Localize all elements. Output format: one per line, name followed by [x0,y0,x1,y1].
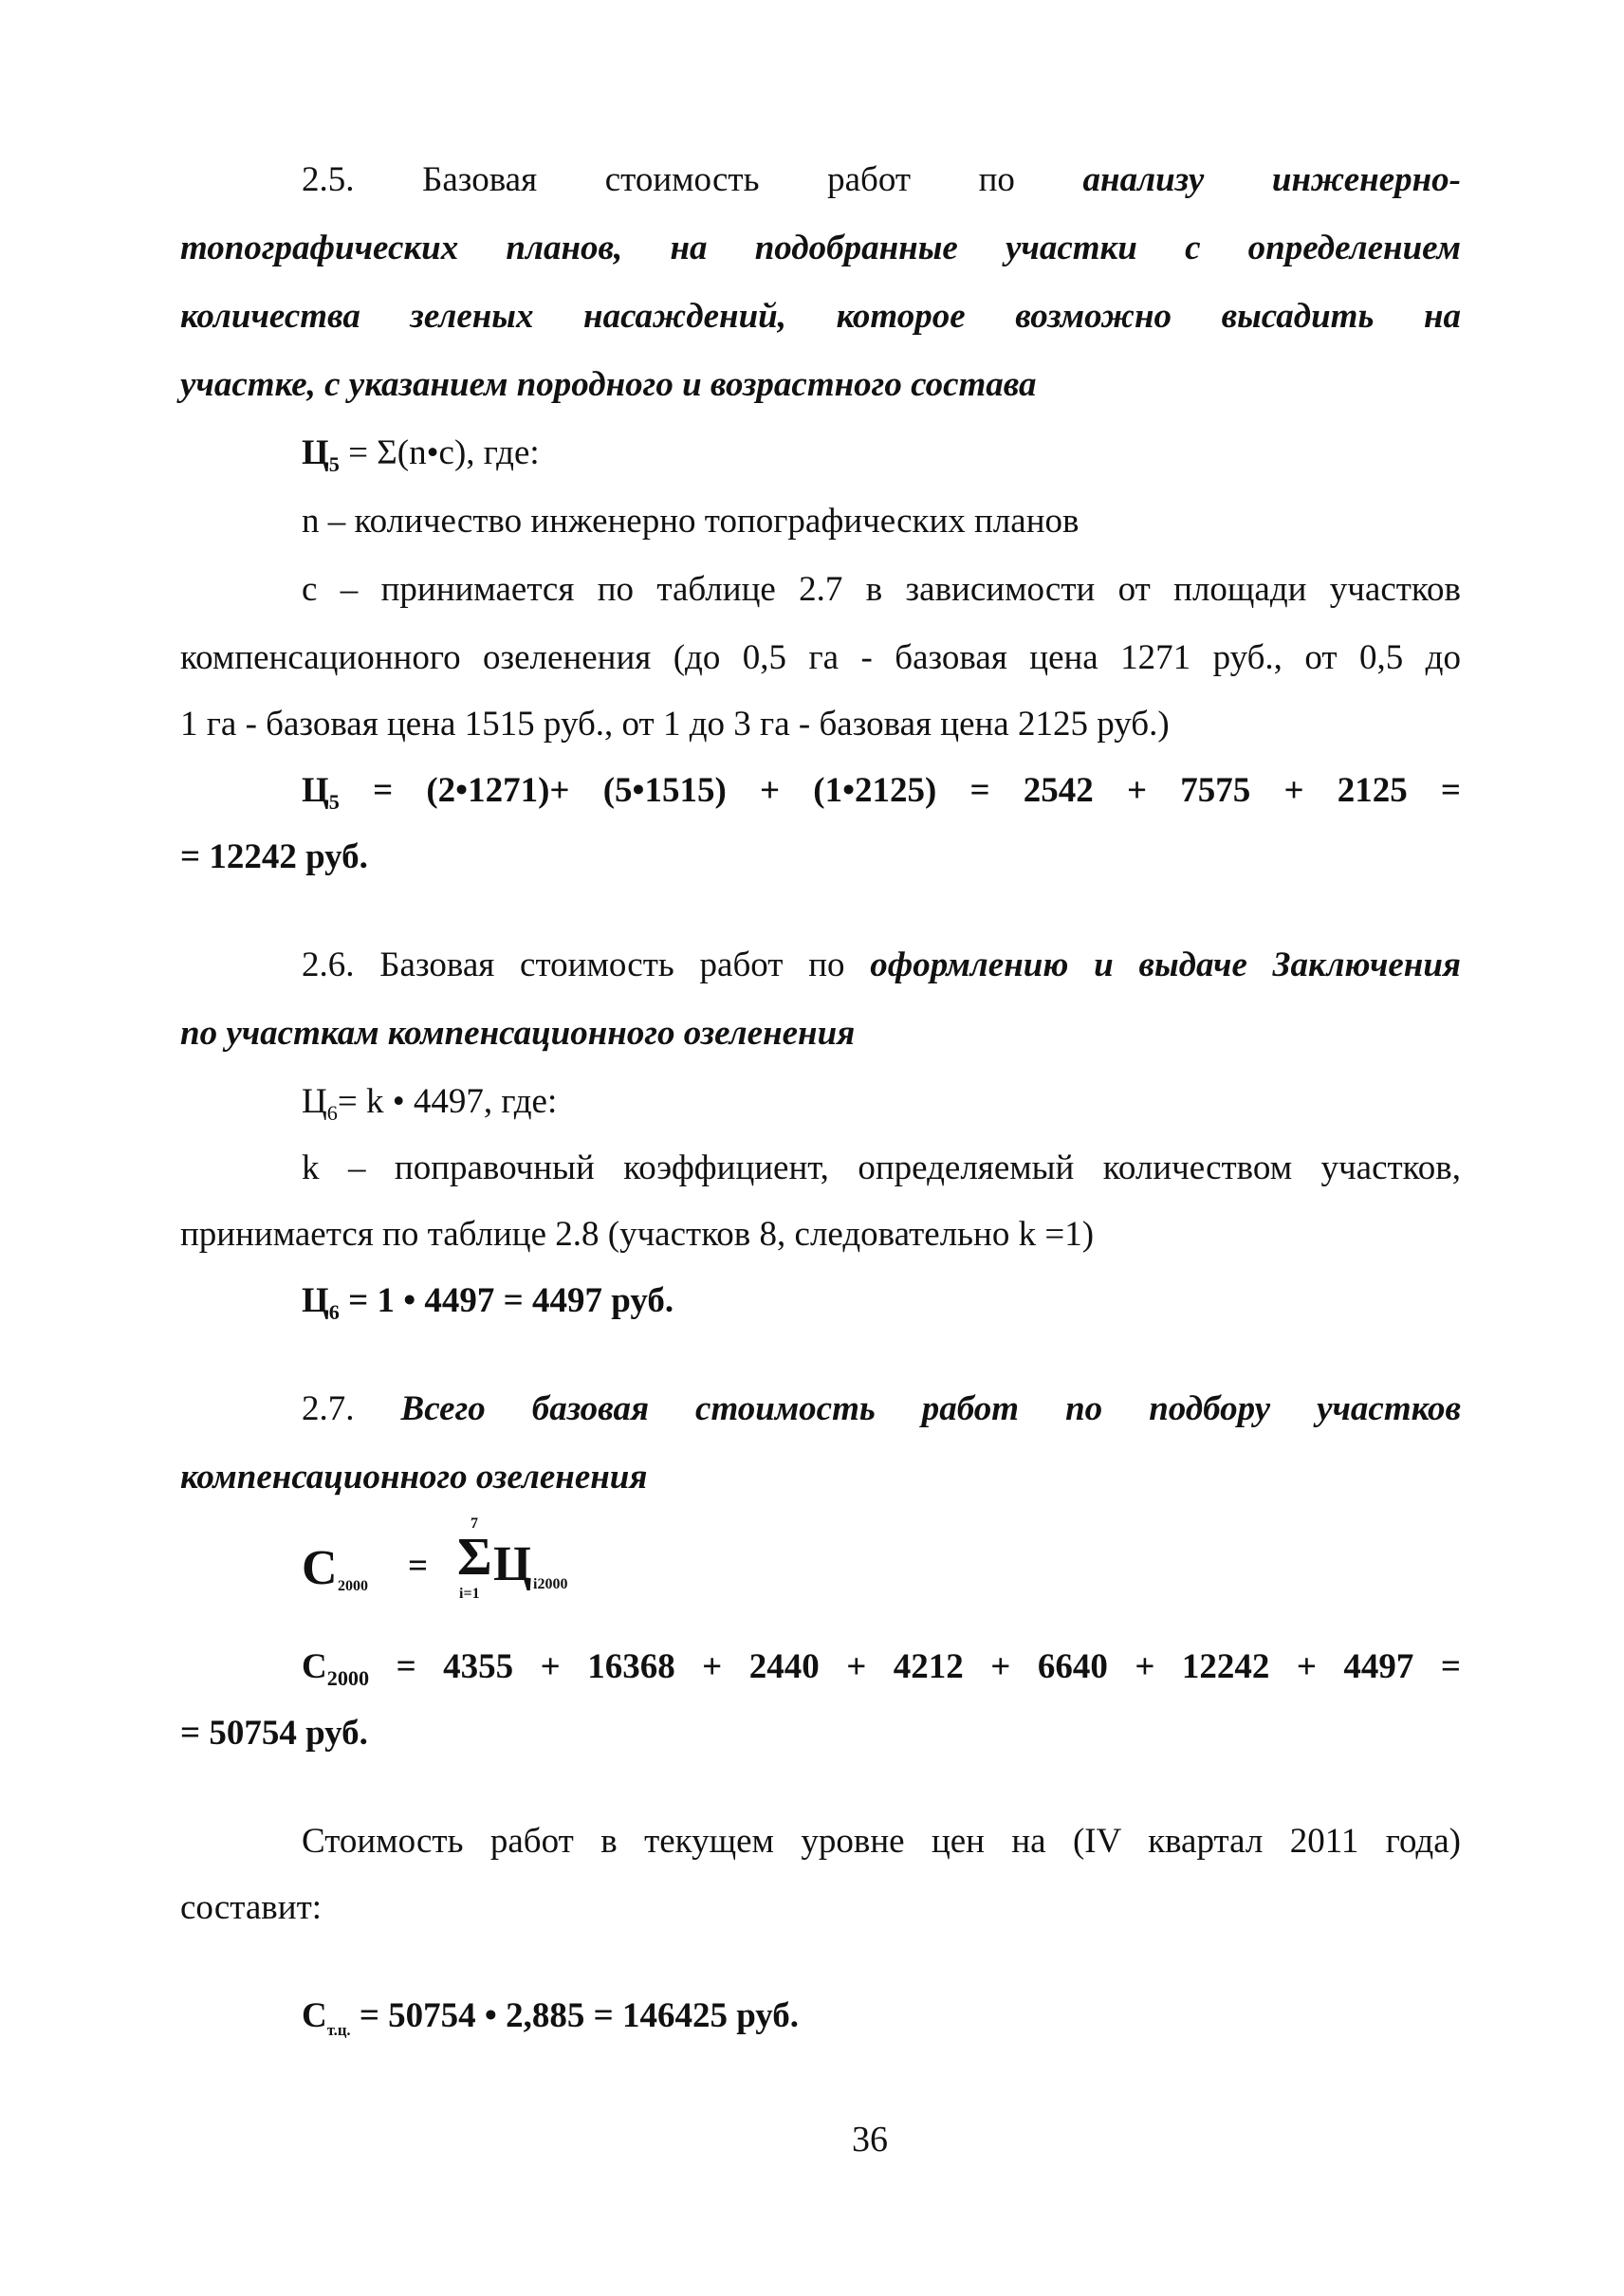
sum-lower-limit: i=1 [459,1586,480,1602]
section-2-7-heading-line-2: компенсационного озеленения [180,1458,648,1497]
heading-emphasis: анализу инженерно- [1082,160,1461,199]
heading-emphasis: оформлению и выдаче Заключения [870,946,1461,984]
formula-rest: = 50754 • 2,885 = 146425 руб. [350,1996,800,2035]
formula-symbol: Ц [302,433,329,472]
heading-emphasis: Всего базовая стоимость работ по подбору участков [400,1389,1461,1428]
sum-equals: = [408,1547,429,1586]
formula-index: 5 [328,789,340,814]
total-expression: = 4355 + 16368 + 2440 + 4212 + 6640 + 12242 + 4497 = [369,1647,1461,1686]
section-number: 2.7. [302,1389,355,1428]
calc-c5-line-1 [302,770,1461,812]
sum-rhs-index: i2000 [533,1576,568,1592]
section-2-6-heading-line-1 [302,945,1461,986]
calc-c6 [302,1280,674,1322]
definition-k-line-1: k – поправочный коэффициент, определяемый количеством участков, [302,1148,1461,1187]
sum-upper-limit: 7 [471,1515,478,1532]
definition-c-line-1: c – принимается по таблице 2.7 в зависимости от площади участков [302,570,1461,609]
calc-expression: = 1 • 4497 = 4497 руб. [339,1281,674,1320]
formula-index: 6 [328,1299,340,1324]
formula-symbol: C [302,1996,327,2035]
definition-k-line-2: принимается по таблице 2.8 (участков 8, следовательно k =1) [180,1215,1095,1254]
definition-n: n – количество инженерно топографических планов [302,502,1080,541]
formula-c5 [302,432,540,474]
sum-lhs-symbol: C [302,1541,338,1595]
section-2-5-heading-line-4: участке, с указанием породного и возрастного состава [180,365,1037,404]
formula-symbol: Ц [302,1082,327,1121]
sigma-symbol: Σ [457,1528,492,1587]
section-number: 2.6. [302,946,355,984]
formula-index: 5 [328,451,340,476]
heading-text: Базовая стоимость работ по [354,946,871,984]
definition-c-line-3: 1 га - базовая цена 1515 руб., от 1 до 3 га - базовая цена 2125 руб.) [180,705,1170,744]
page-number: 36 [852,2120,888,2159]
heading-text: Базовая стоимость работ по [422,160,1083,199]
sum-lhs-index: 2000 [338,1578,368,1594]
formula-rest: = Σ(n•c), где: [339,433,540,472]
section-2-7-heading-line-1 [302,1388,1461,1430]
current-prices-line-1: Стоимость работ в текущем уровне цен на (IV квартал 2011 года) [302,1822,1461,1861]
section-2-5-heading-line-2: топографических планов, на подобранные участки с определением [180,229,1461,267]
formula-c6 [302,1081,557,1123]
sum-rhs-symbol: Ц [493,1537,532,1591]
calc-expression: = (2•1271)+ (5•1515) + (1•2125) = 2542 + 7575 + 2125 = [339,771,1461,810]
current-prices-formula [302,1995,800,2040]
formula-symbol: Ц [302,1281,329,1320]
section-2-5-heading-line-1 [302,159,1461,201]
section-2-5-heading-line-3: количества зеленых насаждений, которое возможно высадить на [180,297,1461,336]
total-index: 2000 [326,1665,370,1690]
formula-rest: = k • 4497, где: [337,1082,558,1121]
section-2-6-heading-line-2: по участкам компенсационного озеленения [180,1014,856,1053]
definition-c-line-2: компенсационного озеленения (до 0,5 га - базовая цена 1271 руб., от 0,5 до [180,638,1461,677]
calc-c5-result: = 12242 руб. [180,837,368,876]
formula-index: т.ц. [326,2021,351,2040]
total-c2000-result: = 50754 руб. [180,1714,368,1753]
formula-symbol: Ц [302,771,329,810]
total-symbol: C [302,1647,327,1686]
section-number: 2.5. [302,160,355,199]
formula-index: 6 [326,1100,338,1125]
current-prices-line-2: составит: [180,1888,323,1927]
total-c2000-line-1 [302,1646,1461,1688]
